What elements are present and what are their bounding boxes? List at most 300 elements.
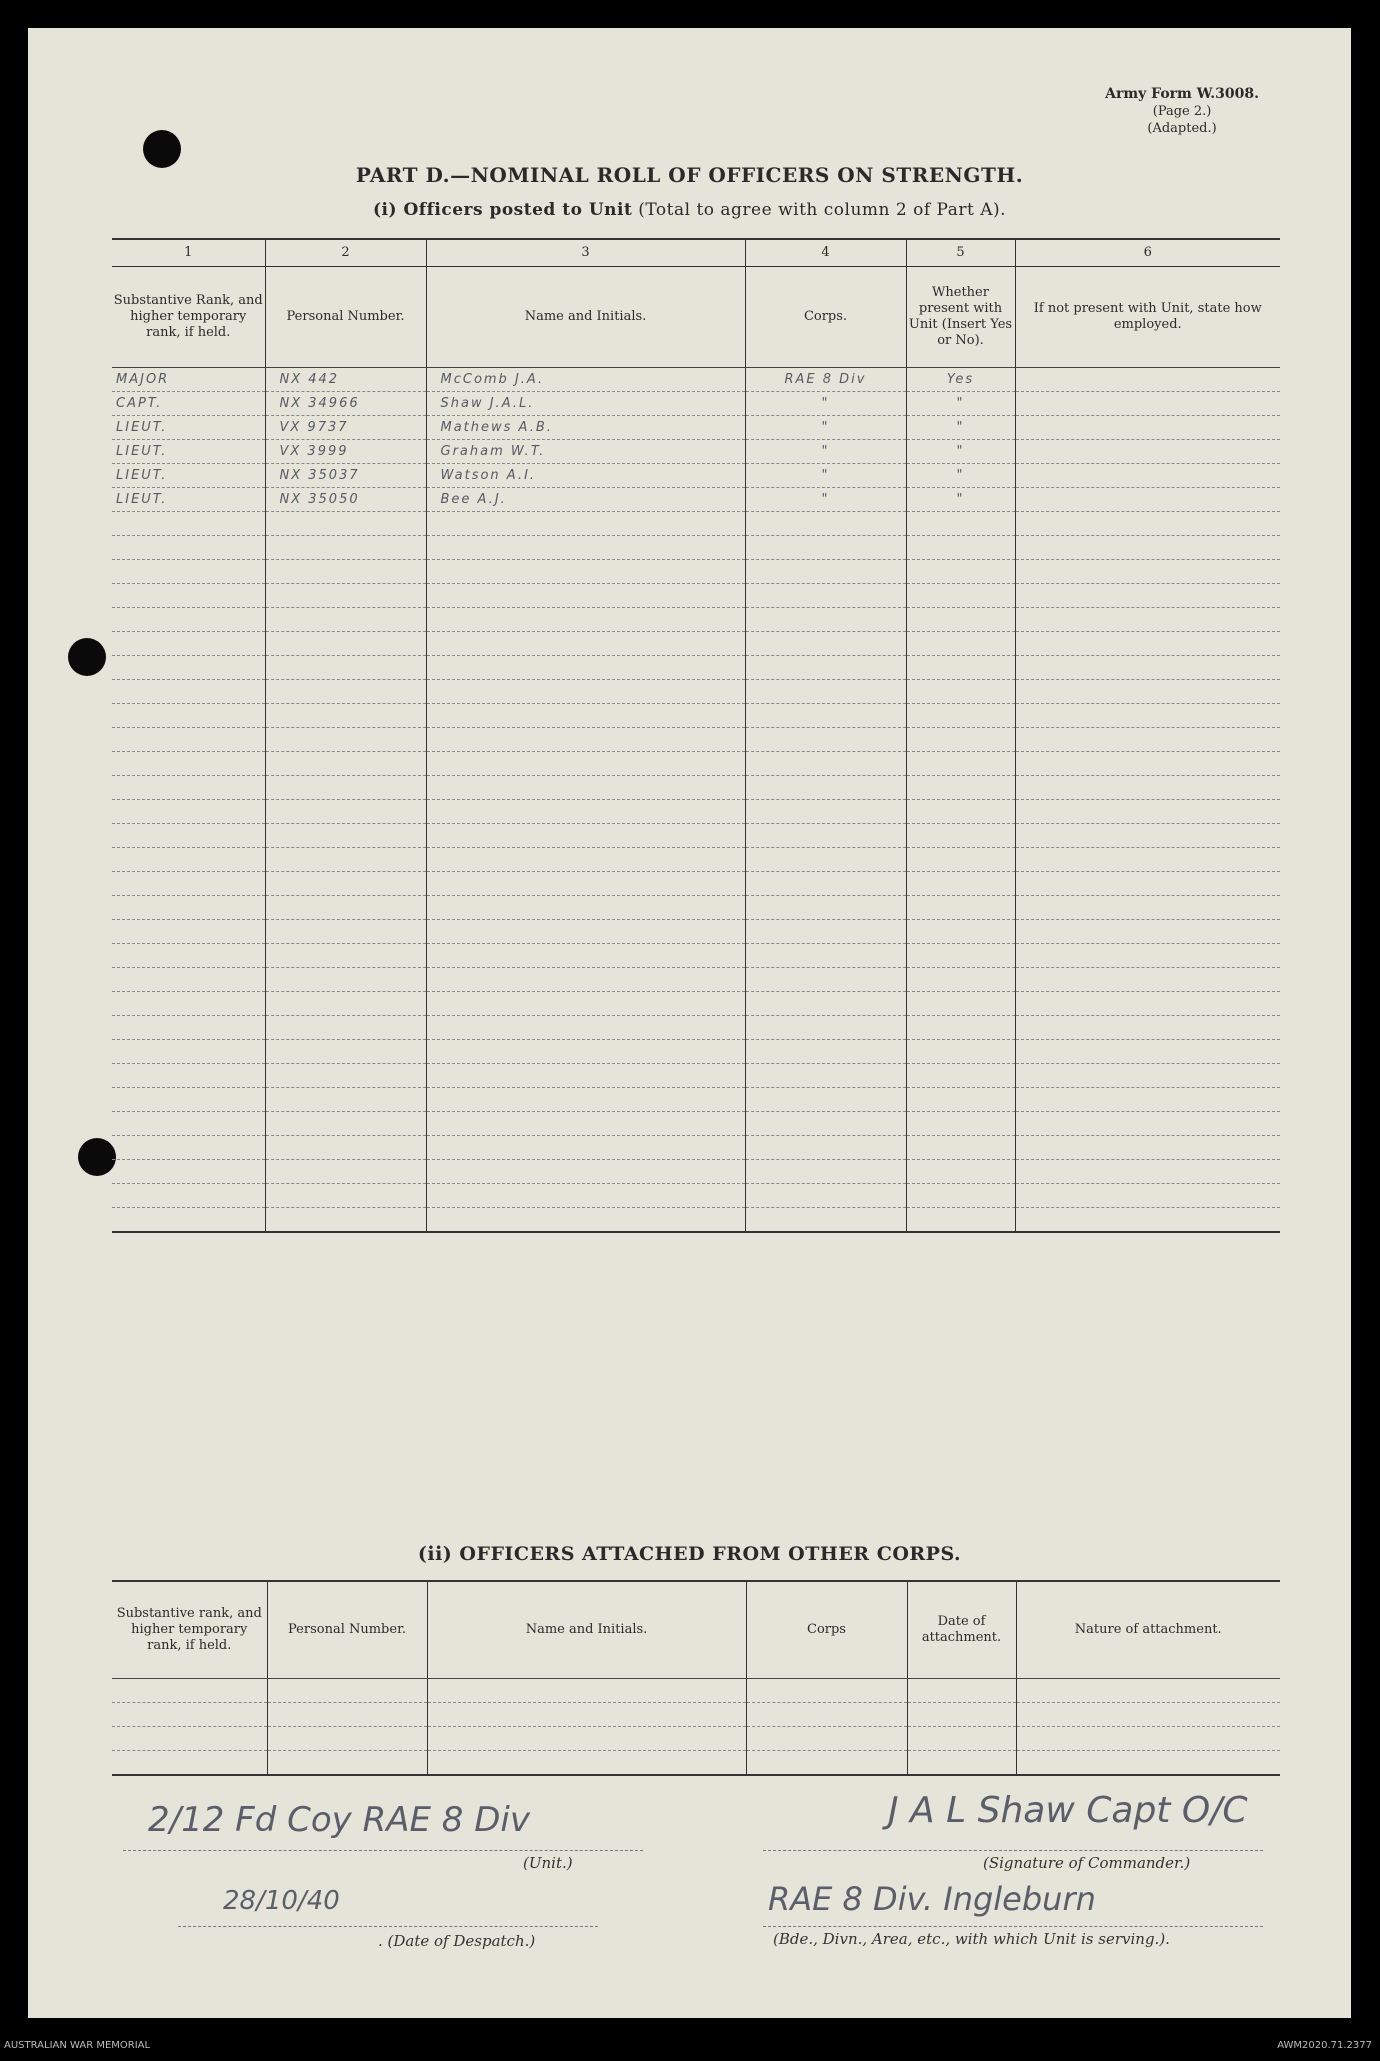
- table-cell: ": [906, 416, 1015, 440]
- table-row: [112, 608, 1280, 632]
- table-cell: [745, 896, 906, 920]
- table-cell: [426, 1136, 745, 1160]
- table-cell: [112, 776, 265, 800]
- table-cell: [426, 584, 745, 608]
- bde-line: [763, 1926, 1263, 1927]
- table-row: [112, 1016, 1280, 1040]
- table-cell: [426, 512, 745, 536]
- table-cell: [112, 536, 265, 560]
- table-cell: [745, 1088, 906, 1112]
- table-cell: [1015, 560, 1280, 584]
- table-cell: [906, 680, 1015, 704]
- table-row: [112, 1208, 1280, 1233]
- table-cell: [112, 656, 265, 680]
- table-cell: [265, 680, 426, 704]
- table-cell: [906, 872, 1015, 896]
- table-cell: [112, 1751, 267, 1776]
- table-cell: NX 442: [265, 368, 426, 392]
- part2-title: (ii) OFFICERS ATTACHED FROM OTHER CORPS.: [417, 1543, 962, 1565]
- table-cell: [265, 824, 426, 848]
- table-cell: [426, 992, 745, 1016]
- table-cell: [112, 680, 265, 704]
- column-header: Substantive Rank, and higher temporary rank, if held.: [112, 267, 265, 368]
- table-cell: Mathews A.B.: [426, 416, 745, 440]
- table-cell: [426, 848, 745, 872]
- table-cell: [1015, 704, 1280, 728]
- table-cell: [745, 944, 906, 968]
- part-title: PART D.—NOMINAL ROLL OF OFFICERS ON STRENGTH.: [355, 163, 1024, 187]
- table-cell: [426, 896, 745, 920]
- date-caption: . (Date of Despatch.): [378, 1932, 536, 1950]
- table-cell: [1015, 896, 1280, 920]
- table-cell: LIEUT.: [112, 488, 265, 512]
- table-row: [112, 536, 1280, 560]
- table-cell: VX 3999: [265, 440, 426, 464]
- table-cell: [112, 824, 265, 848]
- table-cell: [906, 656, 1015, 680]
- column-header: Substantive rank, and higher temporary rank, if held.: [112, 1581, 267, 1679]
- table-cell: [906, 1064, 1015, 1088]
- table-cell: Bee A.J.: [426, 488, 745, 512]
- table-cell: [265, 1208, 426, 1233]
- column-number: 4: [745, 239, 906, 267]
- table-cell: [265, 1040, 426, 1064]
- table-row: [112, 680, 1280, 704]
- table-cell: [112, 848, 265, 872]
- table-cell: [426, 776, 745, 800]
- table-cell: [745, 632, 906, 656]
- column-header: Name and Initials.: [427, 1581, 746, 1679]
- table-cell: [426, 824, 745, 848]
- table-cell: [745, 848, 906, 872]
- column-number: 6: [1015, 239, 1280, 267]
- table-cell: [426, 536, 745, 560]
- table-cell: [1015, 488, 1280, 512]
- table-cell: [112, 632, 265, 656]
- table-cell: [1015, 680, 1280, 704]
- table-cell: ": [906, 488, 1015, 512]
- table-cell: [426, 1184, 745, 1208]
- table-cell: [906, 584, 1015, 608]
- table-cell: [745, 1016, 906, 1040]
- table-cell: [112, 1064, 265, 1088]
- table-row: [112, 824, 1280, 848]
- form-number: Army Form W.3008.: [1105, 86, 1259, 102]
- table-cell: LIEUT.: [112, 440, 265, 464]
- table-cell: [426, 704, 745, 728]
- table-cell: [745, 704, 906, 728]
- table-cell: [907, 1679, 1016, 1703]
- table-cell: [745, 1112, 906, 1136]
- table-cell: [906, 560, 1015, 584]
- table-cell: [112, 704, 265, 728]
- table-cell: [1015, 776, 1280, 800]
- table-cell: [906, 1112, 1015, 1136]
- table-cell: [112, 944, 265, 968]
- table-cell: ": [745, 416, 906, 440]
- table-cell: [427, 1751, 746, 1776]
- table-row: [112, 368, 1280, 392]
- table-cell: [265, 656, 426, 680]
- table-cell: [267, 1751, 427, 1776]
- table-cell: [112, 1727, 267, 1751]
- table-cell: [906, 968, 1015, 992]
- table-cell: [265, 848, 426, 872]
- archive-name: AUSTRALIAN WAR MEMORIAL: [4, 2040, 151, 2051]
- table-cell: [745, 560, 906, 584]
- table-cell: [1015, 848, 1280, 872]
- table-cell: ": [745, 392, 906, 416]
- punch-hole: [68, 638, 106, 676]
- table-cell: [906, 608, 1015, 632]
- table-cell: NX 35037: [265, 464, 426, 488]
- column-header: If not present with Unit, state how employed.: [1015, 267, 1280, 368]
- table-cell: [265, 1136, 426, 1160]
- archive-id: AWM2020.71.2377: [1277, 2040, 1372, 2051]
- table-cell: RAE 8 Div: [745, 368, 906, 392]
- table-cell: [112, 1703, 267, 1727]
- table-cell: ": [745, 464, 906, 488]
- table-cell: [267, 1703, 427, 1727]
- table-cell: [265, 632, 426, 656]
- table-cell: [1015, 608, 1280, 632]
- table-cell: [1016, 1703, 1280, 1727]
- table-cell: [1015, 800, 1280, 824]
- table-cell: [746, 1703, 907, 1727]
- table-cell: [906, 824, 1015, 848]
- table-cell: [265, 560, 426, 584]
- table-cell: [1015, 656, 1280, 680]
- table-row: [112, 1184, 1280, 1208]
- table-row: [112, 1727, 1280, 1751]
- table-cell: [112, 752, 265, 776]
- table-cell: [1015, 824, 1280, 848]
- table-cell: [906, 1016, 1015, 1040]
- table-cell: [426, 1064, 745, 1088]
- table-cell: [112, 1112, 265, 1136]
- table-cell: [426, 560, 745, 584]
- date-value: 28/10/40: [223, 1886, 340, 1916]
- unit-caption: (Unit.): [523, 1854, 573, 1872]
- table-cell: [265, 584, 426, 608]
- table-cell: [1015, 968, 1280, 992]
- subtitle-bold: (i) Officers posted to Unit: [372, 200, 633, 220]
- table-cell: ": [906, 440, 1015, 464]
- table-cell: [112, 728, 265, 752]
- table-cell: [426, 752, 745, 776]
- table-cell: [907, 1751, 1016, 1776]
- table-cell: [265, 1088, 426, 1112]
- bde-caption: (Bde., Divn., Area, etc., with which Unit is serving.).: [773, 1930, 1170, 1948]
- table-row: [112, 584, 1280, 608]
- table-cell: [265, 1184, 426, 1208]
- table-row: [112, 752, 1280, 776]
- table-cell: [1015, 584, 1280, 608]
- table-cell: [1015, 536, 1280, 560]
- table-row: [112, 512, 1280, 536]
- table-cell: Yes: [906, 368, 1015, 392]
- table-cell: [906, 728, 1015, 752]
- officers-posted-table: [112, 238, 1280, 1233]
- table-cell: [426, 608, 745, 632]
- table-cell: [745, 776, 906, 800]
- signature-caption: (Signature of Commander.): [983, 1854, 1191, 1872]
- table-row: [112, 992, 1280, 1016]
- table-cell: [1015, 368, 1280, 392]
- table-cell: [265, 728, 426, 752]
- table-cell: [906, 536, 1015, 560]
- table-cell: [1015, 1160, 1280, 1184]
- table-cell: [112, 872, 265, 896]
- table-cell: [112, 560, 265, 584]
- table-cell: [427, 1703, 746, 1727]
- table-cell: [745, 512, 906, 536]
- table-cell: [112, 1679, 267, 1703]
- table-row: [112, 872, 1280, 896]
- form-adapted: (Adapted.): [1147, 121, 1217, 136]
- table-cell: [1015, 1208, 1280, 1233]
- table-cell: [1015, 872, 1280, 896]
- table-cell: [265, 872, 426, 896]
- table-row: [112, 1040, 1280, 1064]
- table-row: [112, 1160, 1280, 1184]
- table-cell: [265, 608, 426, 632]
- table-cell: [1015, 1088, 1280, 1112]
- table-cell: [112, 1040, 265, 1064]
- table-cell: [1016, 1679, 1280, 1703]
- table-cell: [906, 1184, 1015, 1208]
- table-cell: [265, 512, 426, 536]
- table-cell: [265, 1160, 426, 1184]
- table-cell: [746, 1751, 907, 1776]
- table-cell: NX 34966: [265, 392, 426, 416]
- table-cell: [426, 800, 745, 824]
- subtitle-rest: (Total to agree with column 2 of Part A).: [632, 200, 1007, 220]
- table-cell: [426, 1040, 745, 1064]
- table-cell: [745, 680, 906, 704]
- table-cell: [1015, 728, 1280, 752]
- table-cell: [907, 1703, 1016, 1727]
- table-cell: [1016, 1727, 1280, 1751]
- table-cell: [745, 752, 906, 776]
- table-cell: [112, 1016, 265, 1040]
- unit-value: 2/12 Fd Coy RAE 8 Div: [148, 1800, 530, 1840]
- column-header: Date of attachment.: [907, 1581, 1016, 1679]
- table-row: [112, 1088, 1280, 1112]
- table-cell: [426, 728, 745, 752]
- table-cell: [426, 656, 745, 680]
- column-header: Personal Number.: [267, 1581, 427, 1679]
- table-cell: [906, 848, 1015, 872]
- table-cell: [426, 632, 745, 656]
- column-header: Name and Initials.: [426, 267, 745, 368]
- table-row: [112, 704, 1280, 728]
- table-cell: [427, 1679, 746, 1703]
- table-cell: [1015, 1016, 1280, 1040]
- table-cell: [906, 1088, 1015, 1112]
- table-cell: [746, 1727, 907, 1751]
- subtitle: [28, 200, 1351, 220]
- table-cell: [906, 512, 1015, 536]
- table-cell: [427, 1727, 746, 1751]
- table-cell: [906, 1208, 1015, 1233]
- table-row: [112, 1751, 1280, 1776]
- table-cell: [1015, 1136, 1280, 1160]
- table-cell: [745, 608, 906, 632]
- table-cell: [745, 920, 906, 944]
- table-cell: [1015, 512, 1280, 536]
- column-header: Nature of attachment.: [1016, 1581, 1280, 1679]
- table-cell: [745, 824, 906, 848]
- table-cell: [112, 1184, 265, 1208]
- table-cell: [1015, 416, 1280, 440]
- table-row: [112, 800, 1280, 824]
- table-cell: [906, 704, 1015, 728]
- table-cell: [112, 968, 265, 992]
- table-cell: [112, 1136, 265, 1160]
- table-row: [112, 1703, 1280, 1727]
- table-cell: [745, 1040, 906, 1064]
- table-cell: [1015, 632, 1280, 656]
- table-cell: [112, 1208, 265, 1233]
- table-cell: [906, 1040, 1015, 1064]
- table-cell: NX 35050: [265, 488, 426, 512]
- table-cell: LIEUT.: [112, 464, 265, 488]
- table-cell: [1015, 392, 1280, 416]
- table-cell: [426, 968, 745, 992]
- table-cell: [265, 1112, 426, 1136]
- column-number: 2: [265, 239, 426, 267]
- table-cell: [265, 944, 426, 968]
- table-row: [112, 1136, 1280, 1160]
- table-cell: [1015, 1112, 1280, 1136]
- table-cell: [745, 872, 906, 896]
- signature-line: [763, 1850, 1263, 1851]
- table-cell: [906, 632, 1015, 656]
- table-cell: Graham W.T.: [426, 440, 745, 464]
- table-cell: [265, 992, 426, 1016]
- column-number: 1: [112, 239, 265, 267]
- table-cell: [906, 800, 1015, 824]
- table-cell: [745, 536, 906, 560]
- form-page-number: (Page 2.): [1152, 104, 1212, 119]
- table-row: [112, 440, 1280, 464]
- table-cell: CAPT.: [112, 392, 265, 416]
- signature-value: J A L Shaw Capt O/C: [888, 1790, 1248, 1831]
- table-cell: [265, 752, 426, 776]
- table-cell: [265, 968, 426, 992]
- table-row: [112, 848, 1280, 872]
- table-cell: [426, 1208, 745, 1233]
- table-cell: [1015, 752, 1280, 776]
- table-cell: [906, 920, 1015, 944]
- punch-hole: [78, 1138, 116, 1176]
- table-cell: [265, 800, 426, 824]
- table-cell: [745, 1208, 906, 1233]
- table-row: [112, 656, 1280, 680]
- table-row: [112, 776, 1280, 800]
- table-cell: [906, 896, 1015, 920]
- table-cell: [746, 1679, 907, 1703]
- table-cell: [745, 1136, 906, 1160]
- table-cell: [906, 1160, 1015, 1184]
- table-cell: [267, 1679, 427, 1703]
- table-cell: [426, 680, 745, 704]
- form-reference: [1105, 86, 1259, 137]
- bde-value: RAE 8 Div. Ingleburn: [768, 1880, 1096, 1918]
- table-cell: [426, 1112, 745, 1136]
- table-cell: [112, 896, 265, 920]
- table-cell: [265, 896, 426, 920]
- table-row: [112, 896, 1280, 920]
- table-cell: [265, 1064, 426, 1088]
- table-cell: Shaw J.A.L.: [426, 392, 745, 416]
- table-cell: [745, 800, 906, 824]
- table-cell: [112, 992, 265, 1016]
- table-cell: [745, 1184, 906, 1208]
- table-row: [112, 944, 1280, 968]
- table-cell: [426, 920, 745, 944]
- table-cell: [112, 1160, 265, 1184]
- table-row: [112, 728, 1280, 752]
- table-cell: [112, 608, 265, 632]
- table-cell: [1015, 440, 1280, 464]
- table-cell: [745, 656, 906, 680]
- table-cell: [426, 1160, 745, 1184]
- table-cell: [112, 584, 265, 608]
- table-row: [112, 968, 1280, 992]
- table-cell: [745, 1064, 906, 1088]
- table-cell: [906, 944, 1015, 968]
- table-cell: [112, 1088, 265, 1112]
- officers-attached-table: [112, 1580, 1280, 1776]
- table-cell: [265, 1016, 426, 1040]
- date-line: [178, 1926, 598, 1927]
- table-cell: [267, 1727, 427, 1751]
- table-cell: [265, 920, 426, 944]
- table-cell: [1015, 944, 1280, 968]
- table-row: [112, 1112, 1280, 1136]
- table-cell: ": [906, 392, 1015, 416]
- table-cell: McComb J.A.: [426, 368, 745, 392]
- table-cell: ": [745, 440, 906, 464]
- table-cell: [745, 1160, 906, 1184]
- table-cell: LIEUT.: [112, 416, 265, 440]
- table-cell: MAJOR: [112, 368, 265, 392]
- table-cell: [1015, 464, 1280, 488]
- table-cell: ": [906, 464, 1015, 488]
- table-cell: [265, 704, 426, 728]
- table-row: [112, 920, 1280, 944]
- column-number: 5: [906, 239, 1015, 267]
- unit-line: [123, 1850, 643, 1851]
- table-cell: [112, 800, 265, 824]
- table-cell: [426, 944, 745, 968]
- table-row: [112, 560, 1280, 584]
- table-cell: [1015, 1184, 1280, 1208]
- table-cell: [426, 872, 745, 896]
- table-row: [112, 416, 1280, 440]
- table-cell: [1015, 1064, 1280, 1088]
- table-row: [112, 392, 1280, 416]
- table-row: [112, 464, 1280, 488]
- table-cell: [906, 776, 1015, 800]
- table-cell: [265, 536, 426, 560]
- table-row: [112, 1679, 1280, 1703]
- table-cell: ": [745, 488, 906, 512]
- table-cell: [426, 1016, 745, 1040]
- table-cell: [906, 992, 1015, 1016]
